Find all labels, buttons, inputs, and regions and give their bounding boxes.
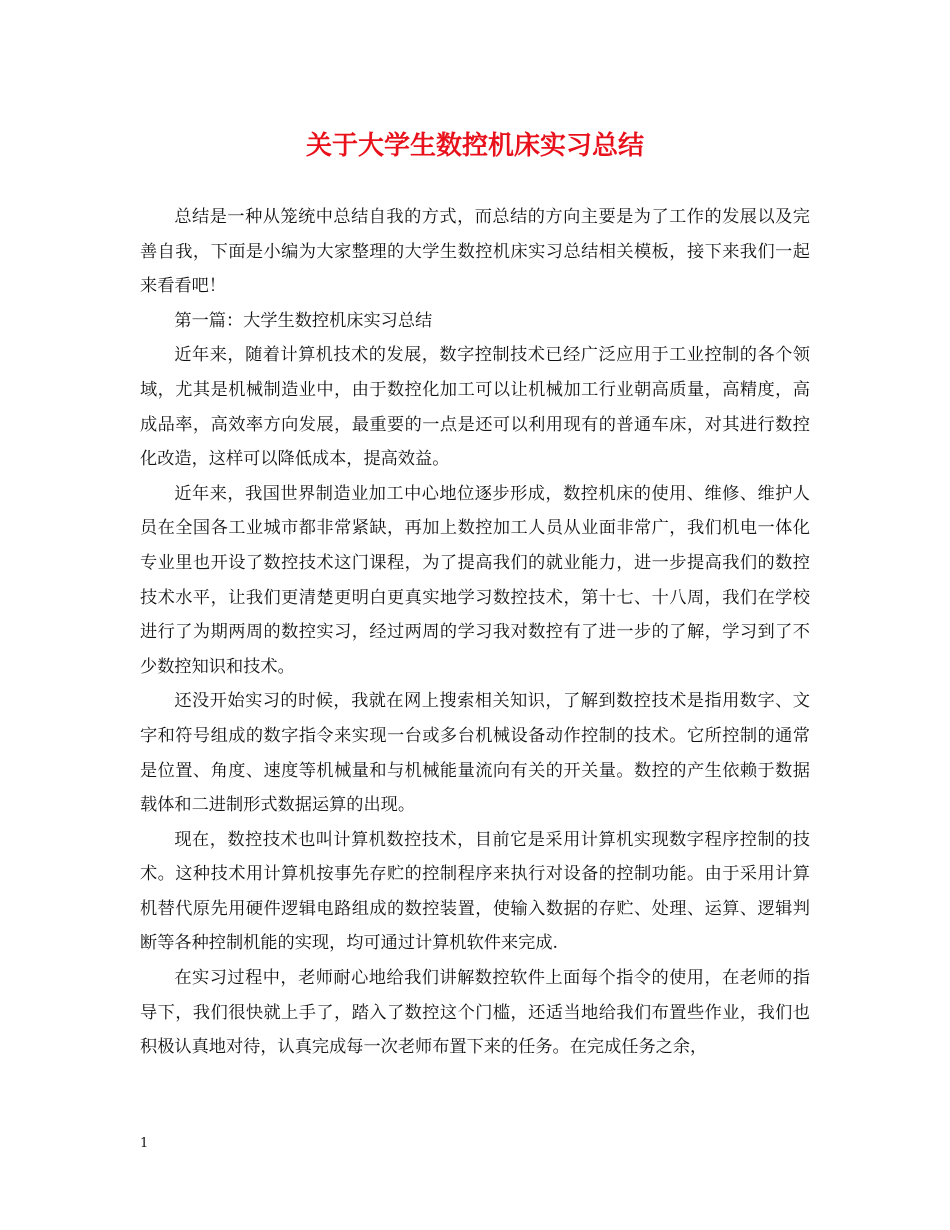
document-title: 关于大学生数控机床实习总结 <box>305 131 644 161</box>
paragraph: 近年来，随着计算机技术的发展，数字控制技术已经广泛应用于工业控制的各个领域，尤其是机械制造业中，由于数控化加工可以让机械加工行业朝高质量，高精度，高成品率，高效率方向发展，最重要的一点是还可以利用现有的普通车床，对其进行数控化改造，这样可以降低成本，提高效益。 <box>140 345 810 470</box>
paragraph: 还没开始实习的时候，我就在网上搜索相关知识，了解到数控技术是指用数字、文字和符号组成的数字指令来实现一台或多台机械设备动作控制的技术。它所控制的通常是位置、角度、速度等机械量和与机械能量流向有关的开关量。数控的产生依赖于数据载体和二进制形式数据运算的出现。 <box>140 691 810 816</box>
paragraph-section-heading: 第一篇：大学生数控机床实习总结 <box>174 310 433 331</box>
page-number: 1 <box>140 1136 149 1151</box>
paragraph: 近年来，我国世界制造业加工中心地位逐步形成，数控机床的使用、维修、维护人员在全国各工业城市都非常紧缺，再加上数控加工人员从业面非常广，我们机电一体化专业里也开设了数控技术这门课程，为了提高我们的就业能力，进一步提高我们的数控技术水平，让我们更清楚更明白更真实地学习数控技术，第十七、十八周，我们在学校进行了为期两周的数控实习，经过两周的学习我对数控有了进一步的了解，学习到了不少数控知识和技术。 <box>140 483 810 677</box>
paragraph-intro: 总结是一种从笼统中总结自我的方式，而总结的方向主要是为了工作的发展以及完善自我，下面是小编为大家整理的大学生数控机床实习总结相关模板，接下来我们一起来看看吧！ <box>140 207 810 297</box>
paragraph: 在实习过程中，老师耐心地给我们讲解数控软件上面每个指令的使用，在老师的指导下，我们很快就上手了，踏入了数控这个门槛，还适当地给我们布置些作业，我们也积极认真地对待，认真完成每一次老师布置下来的任务。在完成任务之余， <box>140 968 810 1058</box>
document-body <box>140 200 810 1065</box>
paragraph: 现在，数控技术也叫计算机数控技术，目前它是采用计算机实现数字程序控制的技术。这种技术用计算机按事先存贮的控制程序来执行对设备的控制功能。由于采用计算机替代原先用硬件逻辑电路组成的数控装置，使输入数据的存贮、处理、运算、逻辑判断等各种控制机能的实现，均可通过计算机软件来完成. <box>140 829 810 954</box>
